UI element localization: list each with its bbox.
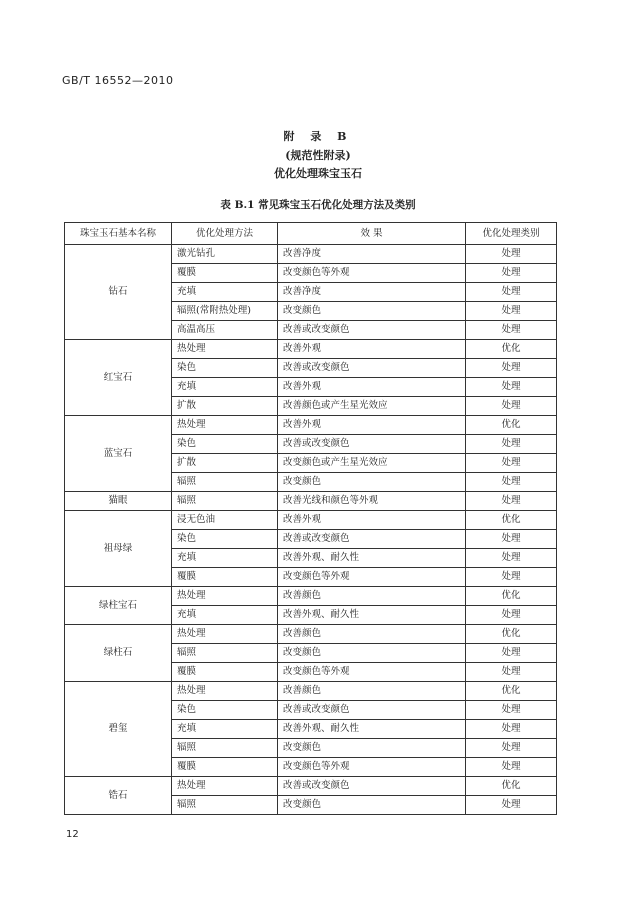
- method-cell: 热处理: [172, 340, 278, 359]
- effect-cell: 改善或改变颜色: [278, 359, 466, 378]
- category-cell: 优化: [466, 340, 557, 359]
- category-cell: 处理: [466, 378, 557, 397]
- method-cell: 浸无色油: [172, 511, 278, 530]
- method-cell: 染色: [172, 530, 278, 549]
- effect-cell: 改变颜色: [278, 473, 466, 492]
- table-row: [65, 416, 557, 435]
- table-row: [65, 492, 557, 511]
- effect-cell: 改变颜色等外观: [278, 663, 466, 682]
- effect-cell: 改善颜色: [278, 682, 466, 701]
- effect-cell: 改善颜色: [278, 587, 466, 606]
- method-cell: 辐照: [172, 644, 278, 663]
- method-cell: 辐照: [172, 473, 278, 492]
- effect-cell: 改善颜色: [278, 625, 466, 644]
- method-cell: 辐照: [172, 739, 278, 758]
- stone-name-cell: 碧玺: [65, 682, 172, 777]
- method-cell: 辐照(常附热处理): [172, 302, 278, 321]
- method-cell: 充填: [172, 720, 278, 739]
- effect-cell: 改善外观、耐久性: [278, 606, 466, 625]
- method-cell: 染色: [172, 435, 278, 454]
- method-cell: 充填: [172, 549, 278, 568]
- category-cell: 处理: [466, 663, 557, 682]
- stone-name-cell: 绿柱石: [65, 625, 172, 682]
- effect-cell: 改善或改变颜色: [278, 530, 466, 549]
- method-cell: 扩散: [172, 454, 278, 473]
- category-cell: 处理: [466, 302, 557, 321]
- table-row: [65, 777, 557, 796]
- category-cell: 处理: [466, 758, 557, 777]
- table-row: [65, 625, 557, 644]
- category-cell: 处理: [466, 549, 557, 568]
- effect-cell: 改善外观: [278, 340, 466, 359]
- method-cell: 染色: [172, 359, 278, 378]
- treatment-table: [64, 222, 557, 815]
- method-cell: 扩散: [172, 397, 278, 416]
- table-row: [65, 511, 557, 530]
- stone-name-cell: 钻石: [65, 245, 172, 340]
- category-cell: 处理: [466, 606, 557, 625]
- effect-cell: 改变颜色或产生星光效应: [278, 454, 466, 473]
- column-header-category: 优化处理类别: [466, 223, 557, 245]
- effect-cell: 改善或改变颜色: [278, 701, 466, 720]
- stone-name-cell: 猫眼: [65, 492, 172, 511]
- category-cell: 处理: [466, 644, 557, 663]
- category-cell: 处理: [466, 701, 557, 720]
- table-header-row: [65, 223, 557, 245]
- method-cell: 热处理: [172, 777, 278, 796]
- category-cell: 处理: [466, 283, 557, 302]
- effect-cell: 改善净度: [278, 245, 466, 264]
- effect-cell: 改变颜色: [278, 302, 466, 321]
- category-cell: 优化: [466, 416, 557, 435]
- appendix-type: (规范性附录): [285, 149, 351, 162]
- effect-cell: 改善或改变颜色: [278, 321, 466, 340]
- table-row: [65, 340, 557, 359]
- category-cell: 处理: [466, 720, 557, 739]
- method-cell: 染色: [172, 701, 278, 720]
- category-cell: 优化: [466, 777, 557, 796]
- effect-cell: 改善或改变颜色: [278, 777, 466, 796]
- table-row: [65, 245, 557, 264]
- stone-name-cell: 红宝石: [65, 340, 172, 416]
- category-cell: 处理: [466, 321, 557, 340]
- category-cell: 处理: [466, 492, 557, 511]
- effect-cell: 改变颜色等外观: [278, 758, 466, 777]
- stone-name-cell: 锆石: [65, 777, 172, 815]
- method-cell: 辐照: [172, 492, 278, 511]
- effect-cell: 改善净度: [278, 283, 466, 302]
- method-cell: 热处理: [172, 625, 278, 644]
- column-header-stone-name: 珠宝玉石基本名称: [65, 223, 172, 245]
- category-cell: 处理: [466, 245, 557, 264]
- effect-cell: 改善外观: [278, 416, 466, 435]
- effect-cell: 改善外观: [278, 511, 466, 530]
- category-cell: 处理: [466, 264, 557, 283]
- stone-name-cell: 祖母绿: [65, 511, 172, 587]
- method-cell: 覆膜: [172, 758, 278, 777]
- page-number: 12: [66, 829, 79, 840]
- effect-cell: 改善颜色或产生星光效应: [278, 397, 466, 416]
- method-cell: 热处理: [172, 587, 278, 606]
- table-row: [65, 587, 557, 606]
- stone-name-cell: 绿柱宝石: [65, 587, 172, 625]
- category-cell: 处理: [466, 397, 557, 416]
- effect-cell: 改变颜色: [278, 796, 466, 815]
- category-cell: 处理: [466, 796, 557, 815]
- category-cell: 处理: [466, 568, 557, 587]
- effect-cell: 改善外观: [278, 378, 466, 397]
- effect-cell: 改变颜色等外观: [278, 264, 466, 283]
- category-cell: 处理: [466, 739, 557, 758]
- category-cell: 处理: [466, 359, 557, 378]
- effect-cell: 改变颜色: [278, 644, 466, 663]
- stone-name-cell: 蓝宝石: [65, 416, 172, 492]
- column-header-method: 优化处理方法: [172, 223, 278, 245]
- method-cell: 覆膜: [172, 663, 278, 682]
- category-cell: 优化: [466, 625, 557, 644]
- category-cell: 优化: [466, 511, 557, 530]
- effect-cell: 改善光线和颜色等外观: [278, 492, 466, 511]
- category-cell: 处理: [466, 530, 557, 549]
- method-cell: 热处理: [172, 682, 278, 701]
- appendix-title: 附 录 B: [283, 130, 353, 143]
- method-cell: 激光钻孔: [172, 245, 278, 264]
- method-cell: 充填: [172, 606, 278, 625]
- method-cell: 热处理: [172, 416, 278, 435]
- column-header-effect: 效 果: [278, 223, 466, 245]
- method-cell: 覆膜: [172, 568, 278, 587]
- method-cell: 高温高压: [172, 321, 278, 340]
- method-cell: 充填: [172, 378, 278, 397]
- category-cell: 处理: [466, 454, 557, 473]
- effect-cell: 改变颜色等外观: [278, 568, 466, 587]
- category-cell: 处理: [466, 435, 557, 454]
- table-row: [65, 682, 557, 701]
- effect-cell: 改善外观、耐久性: [278, 720, 466, 739]
- effect-cell: 改善外观、耐久性: [278, 549, 466, 568]
- appendix-subject: 优化处理珠宝玉石: [274, 167, 362, 180]
- method-cell: 辐照: [172, 796, 278, 815]
- category-cell: 优化: [466, 682, 557, 701]
- effect-cell: 改善或改变颜色: [278, 435, 466, 454]
- method-cell: 覆膜: [172, 264, 278, 283]
- category-cell: 优化: [466, 587, 557, 606]
- table-caption: 表 B.1 常见珠宝玉石优化处理方法及类别: [220, 199, 416, 211]
- standard-code: GB/T 16552—2010: [62, 74, 174, 87]
- category-cell: 处理: [466, 473, 557, 492]
- method-cell: 充填: [172, 283, 278, 302]
- table-body: [65, 245, 557, 815]
- effect-cell: 改变颜色: [278, 739, 466, 758]
